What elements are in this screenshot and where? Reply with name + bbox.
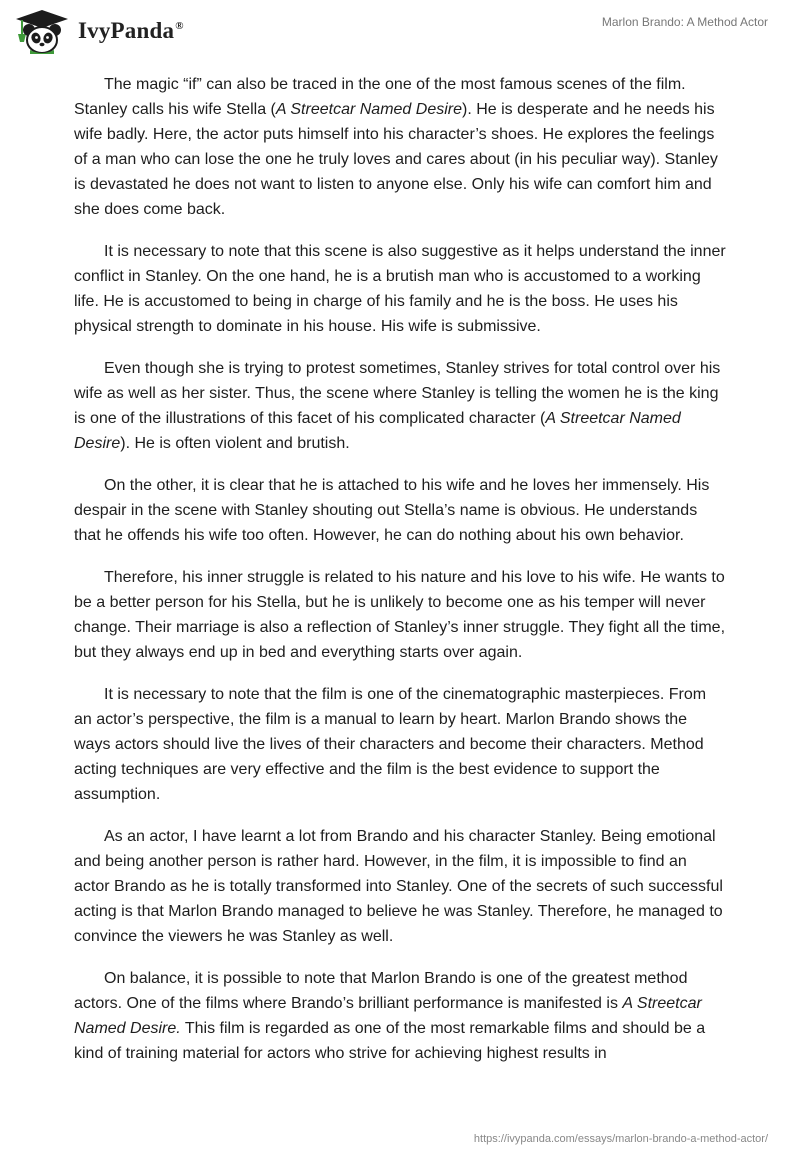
essay-paragraph	[74, 356, 726, 456]
essay-paragraph	[74, 682, 726, 807]
paragraph-text: It is necessary to note that the film is one of the cinematographic masterpieces. From an actor’s perspective, the film is a manual to learn by heart. Marlon Brando shows the ways actors should live the lives of their characters and become their characters. Method acting techniques are very effective and the film is the best evidence to support the assumption.	[74, 686, 707, 803]
brand-logo[interactable]	[14, 8, 184, 54]
source-url[interactable]: https://ivypanda.com/essays/marlon-brando-a-method-actor/	[473, 1133, 768, 1145]
film-title-italic: A Streetcar Named Desire.	[74, 995, 702, 1037]
brand-name: IvyPanda®	[78, 18, 184, 43]
essay-paragraph	[74, 239, 726, 339]
essay-paragraph	[74, 824, 726, 949]
essay-body	[74, 72, 726, 1083]
paragraph-text: ). He is desperate and he needs his wife badly. Here, the actor puts himself into his character’s shoes. He explores the feelings of a man who can lose the one he truly loves and cares about (in his peculiar way). Stanley is devastated he does not want to listen to anyone else. Only his wife can comfort him and she does come back.	[74, 101, 718, 218]
film-title-italic: A Streetcar Named Desire	[275, 101, 462, 118]
essay-paragraph	[74, 72, 726, 222]
page-header	[0, 0, 800, 64]
essay-paragraph	[74, 565, 726, 665]
paragraph-text: As an actor, I have learnt a lot from Brando and his character Stanley. Being emotional and being another person is rather hard. However, in the film, it is impossible to find an actor Brando as he is totally transformed into Stanley. One of the secrets of such successful acting is that Marlon Brando managed to believe he was Stanley. Therefore, he managed to convince the viewers he was Stanley as well.	[74, 828, 723, 945]
paragraph-text: Even though she is trying to protest sometimes, Stanley strives for total control over his wife as well as her sister. Thus, the scene where Stanley is telling the women he is the king is one of the illustrations of this facet of his complicated character (	[74, 360, 721, 427]
paragraph-text: Therefore, his inner struggle is related to his nature and his love to his wife. He wants to be a better person for his Stella, but he is unlikely to become one as his temper will never change. Their marriage is also a reflection of Stanley’s inner struggle. They fight all the time, but they always end up in bed and everything starts over again.	[74, 569, 726, 661]
paragraph-text: It is necessary to note that this scene is also suggestive as it helps understand the inner conflict in Stanley. On the one hand, he is a brutish man who is accustomed to a working life. He is accustomed to being in charge of his family and he is the boss. He uses his physical strength to dominate in his house. His wife is submissive.	[74, 243, 726, 335]
paragraph-text: ). He is often violent and brutish.	[120, 435, 350, 452]
document-title: Marlon Brando: A Method Actor	[601, 15, 768, 29]
paragraph-text: This film is regarded as one of the most remarkable films and should be a kind of training material for actors who strive for achieving highest results in	[74, 1020, 706, 1062]
essay-paragraph	[74, 966, 726, 1066]
panda-graduate-icon	[14, 8, 70, 54]
paragraph-text: On the other, it is clear that he is attached to his wife and he loves her immensely. His despair in the scene with Stanley shouting out Stella’s name is obvious. He understands that he offends his wife too often. However, he can do nothing about his own behavior.	[74, 477, 710, 544]
essay-paragraph	[74, 473, 726, 548]
paragraph-text: The magic “if” can also be traced in the one of the most famous scenes of the film. Stanley calls his wife Stella (	[74, 76, 686, 118]
film-title-italic: A Streetcar Named Desire	[74, 410, 681, 452]
paragraph-text: On balance, it is possible to note that Marlon Brando is one of the greatest method actors. One of the films where Brando’s brilliant performance is manifested is	[74, 970, 688, 1012]
